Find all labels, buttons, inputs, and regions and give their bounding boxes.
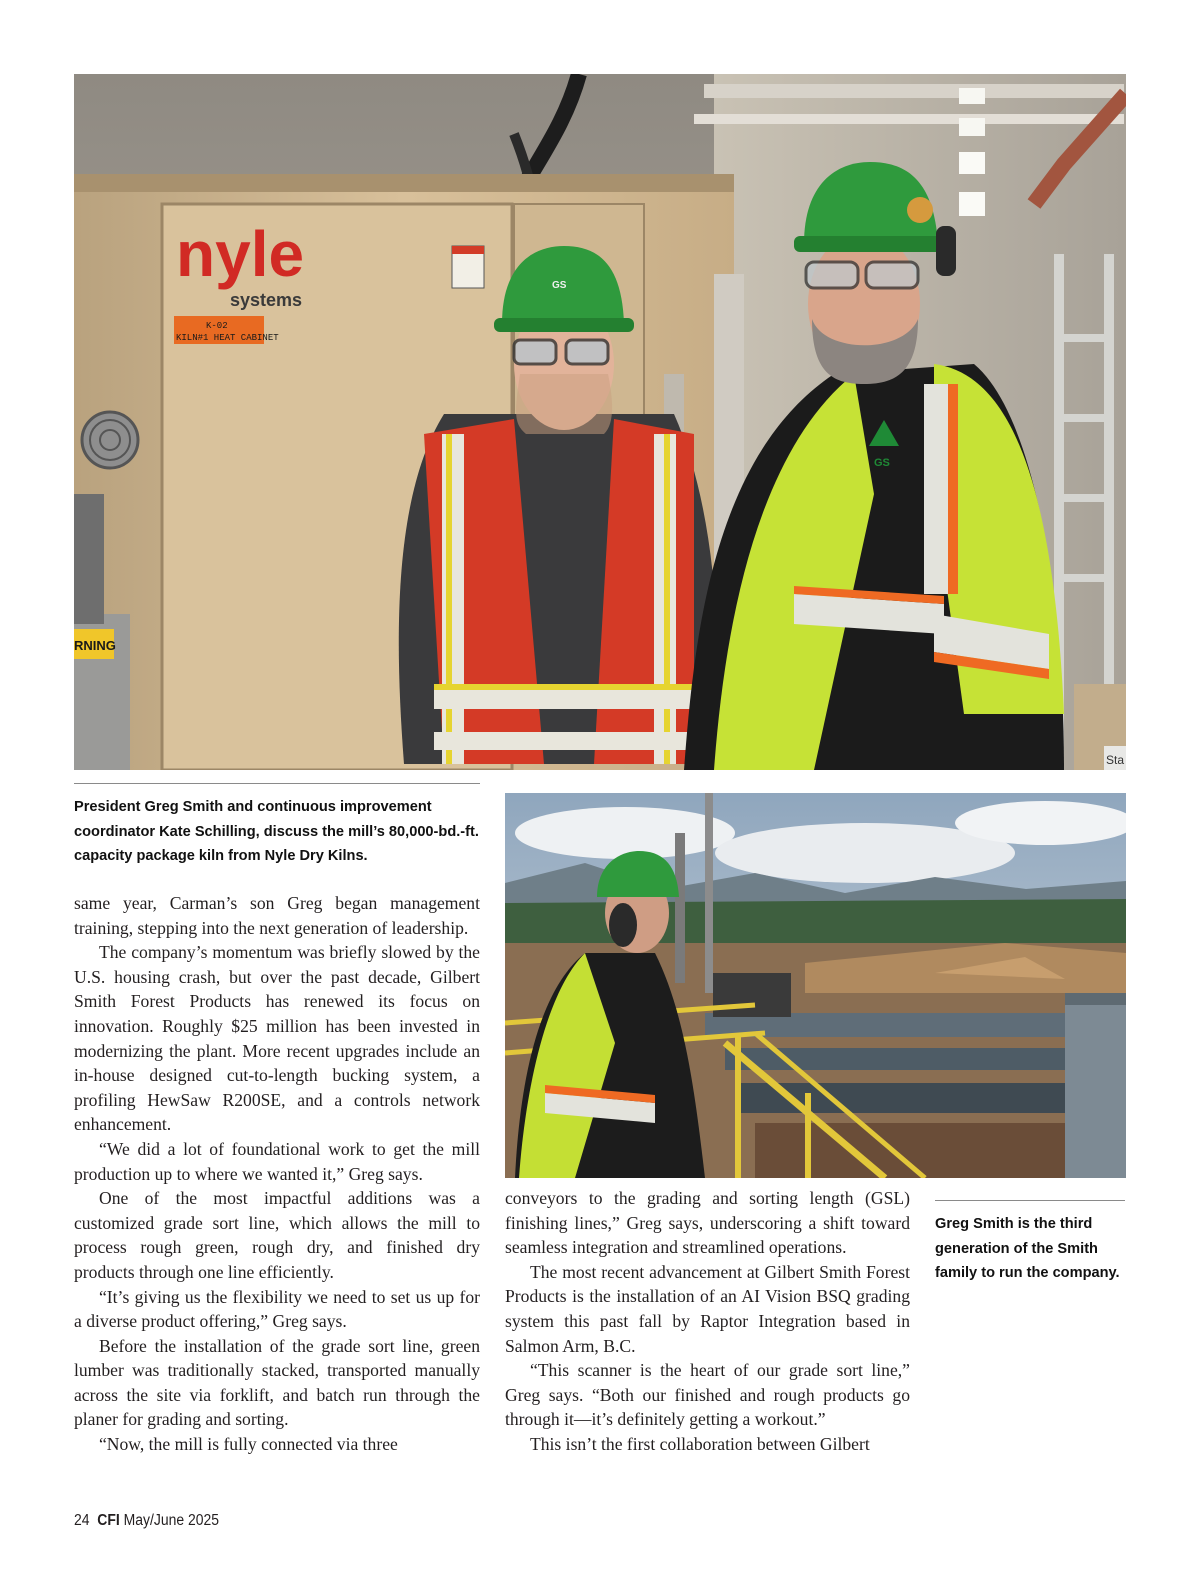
kiln-tag-line2: KILN#1 HEAT CABINET <box>176 333 279 343</box>
warning-label: RNING <box>74 638 116 653</box>
page-number: 24 <box>74 1512 90 1529</box>
paragraph: conveyors to the grading and sorting length (GSL) finishing lines,” Greg says, underscoring a shift toward seamless integration and streamlined operations. <box>505 1188 910 1258</box>
paragraph: “It’s giving us the flexibility we need to set us up for a diverse product offering,” Greg says. <box>74 1286 480 1332</box>
issue-date: May/June 2025 <box>123 1512 220 1529</box>
caption-top-rule <box>74 783 480 784</box>
mill-yard-photo <box>505 793 1126 1178</box>
caption-bottom-rule <box>935 1200 1125 1201</box>
paragraph: This isn’t the first collaboration between Gilbert <box>530 1433 870 1454</box>
paragraph: The company’s momentum was briefly slowed by the U.S. housing crash, but over the past decade, Gilbert Smith Forest Products has renewed its focus on innovation. Roughly $25 million has been invested in modernizing the plant. More recent upgrades include an in-house designed cut-to-length bucking system, a profiling HewSaw R200SE, and a controls network enhancement. <box>74 942 480 1135</box>
paragraph: “We did a lot of foundational work to get the mill production up to where we wanted it,” Greg says. <box>74 1138 480 1184</box>
article-column-middle <box>505 1186 910 1457</box>
paragraph: The most recent advancement at Gilbert Smith Forest Products is the installation of an AI Vision BSQ grading system this past fall by Raptor Integration based in Salmon Arm, B.C. <box>505 1261 910 1356</box>
magazine-name: CFI <box>97 1512 120 1529</box>
paragraph: “Now, the mill is fully connected via three <box>99 1434 398 1455</box>
kiln-photo <box>74 74 1126 770</box>
paragraph: Before the installation of the grade sort line, green lumber was traditionally stacked, transported manually across the site via forklift, and batch run through the planer for grading and sorting. <box>74 1335 480 1430</box>
helmet-logo: GS <box>552 280 567 291</box>
sign-fragment: Sta <box>1106 753 1125 767</box>
kiln-brand-logo: nyle <box>176 218 305 290</box>
photo-caption-top: President Greg Smith and continuous improvement coordinator Kate Schilling, discuss the mill’s 80,000-bd.-ft. capacity package kiln from Nyle Dry Kilns. <box>74 799 479 864</box>
paragraph: One of the most impactful additions was a customized grade sort line, which allows the mill to process rough green, rough dry, and finished dry products through one line efficiently. <box>74 1188 480 1282</box>
shirt-logo: GS <box>874 457 890 469</box>
kiln-tag-line1: K-02 <box>206 321 228 331</box>
page-footer <box>74 1512 219 1530</box>
kiln-brand-subtitle: systems <box>230 290 303 310</box>
paragraph: “This scanner is the heart of our grade sort line,” Greg says. “Both our finished and rough products go through it—it’s definitely getting a workout.” <box>505 1360 910 1430</box>
paragraph: same year, Carman’s son Greg began management training, stepping into the next generation of leadership. <box>74 893 480 938</box>
article-column-left <box>74 891 480 1457</box>
photo-caption-bottom: Greg Smith is the third generation of the Smith family to run the company. <box>935 1216 1120 1281</box>
